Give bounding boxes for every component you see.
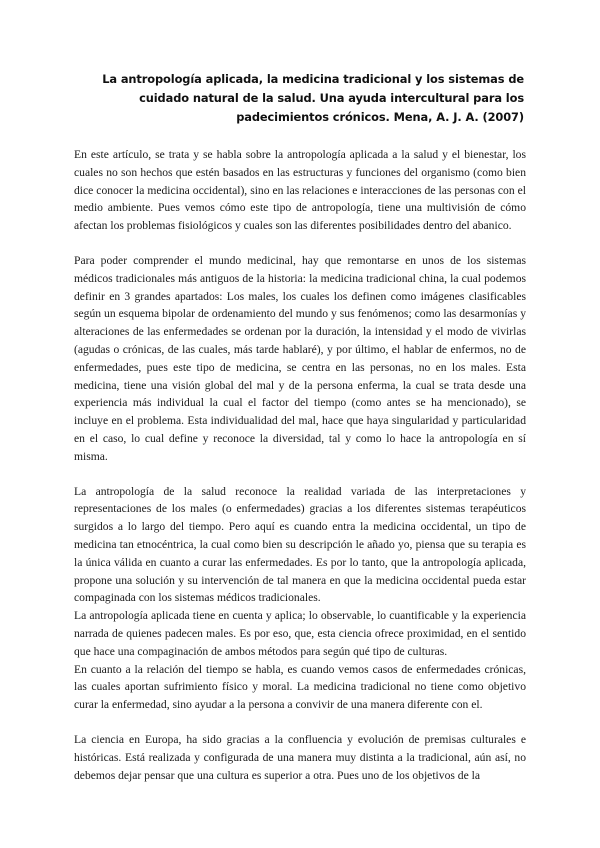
document-title: La antropología aplicada, la medicina tradicional y los sistemas de cuidado natural de la salud. Una ayuda intercultural para los padecimientos crónicos. <box>102 72 524 124</box>
paragraph-5: En cuanto a la relación del tiempo se habla, es cuando vemos casos de enfermedades crónicas, las cuales aportan sufrimiento físico y moral. La medicina tradicional no tiene como objetivo curar la enfermedad, sino ayudar a la persona a convivir de una manera diferente con el. <box>74 662 526 712</box>
paragraph-6: La ciencia en Europa, ha sido gracias a la confluencia y evolución de premisas culturales e históricas. Está realizada y configurada de una manera muy distinta a la tradicional, aún así, no debemos dejar pensar que una cultura es superior a otra. Pues uno de los objetivos de la <box>74 732 526 782</box>
document-title-block <box>70 70 524 127</box>
document-author: Mena, A. J. A. (2007) <box>393 110 524 124</box>
document-body <box>74 146 526 784</box>
paragraph-3: La antropología de la salud reconoce la realidad variada de las interpretaciones y representaciones de los males (o enfermedades) gracias a los diferentes sistemas terapéuticos surgidos a lo largo del tiempo. Pero aquí es cuando entra la medicina occidental, un tipo de medicina tan etnocéntrica, la cual como bien su descripción le añado yo, piensa que su terapia es la única válida en cuanto a curar las enfermedades. Es por lo tanto, que la antropología aplicada, propone una solución y su intervención de tal manera en que la medicina occidental pueda estar compaginada con los sistemas médicos tradicionales. <box>74 484 526 605</box>
paragraph-2: Para poder comprender el mundo medicinal, hay que remontarse en unos de los sistemas médicos tradicionales más antiguos de la historia: la medicina tradicional china, la cual podemos definir en 3 grandes apartados: Los males, los cuales los definen como imágenes clasificables según un esquema bipolar de ordenamiento del mundo y sus fenómenos; como las desarmonías y alteraciones de las enfermedades se ordenan por la duración, la intensidad y el modo de vivirlas (agudas o crónicas, de las cuales, más tarde hablaré), y por último, el hablar de enfermos, no de enfermedades, pues este tipo de medicina, se centra en las personas, no en los males. Esta medicina, tiene una visión global del mal y de la persona enferma, la cual se trata desde una experiencia más individual la cual el factor del tiempo (como antes se ha mencionado), se incluye en el problema. Esta individualidad del mal, hace que haya singularidad y particularidad en el caso, lo cual define y reconoce la diversidad, tal y como lo hace la antropología en sí misma. <box>74 253 526 463</box>
paragraph-1: En este artículo, se trata y se habla sobre la antropología aplicada a la salud y el bienestar, los cuales no son hechos que estén basados en las estructuras y funciones del organismo (como bien dice conocer la medicina occidental), sino en las relaciones e interacciones de las personas con el medio ambiente. Pues vemos cómo este tipo de antropología, tiene una multivisión de cómo afectan los problemas fisiológicos y cuales son las diferentes posibilidades dentro del abanico. <box>74 148 526 233</box>
paragraph-4: La antropología aplicada tiene en cuenta y aplica; lo observable, lo cuantificable y la experiencia narrada de quienes padecen males. Es por eso, que, esta ciencia ofrece proximidad, en el sentido que hace una compaginación de ambos métodos para según qué tipo de culturas. <box>74 609 526 658</box>
